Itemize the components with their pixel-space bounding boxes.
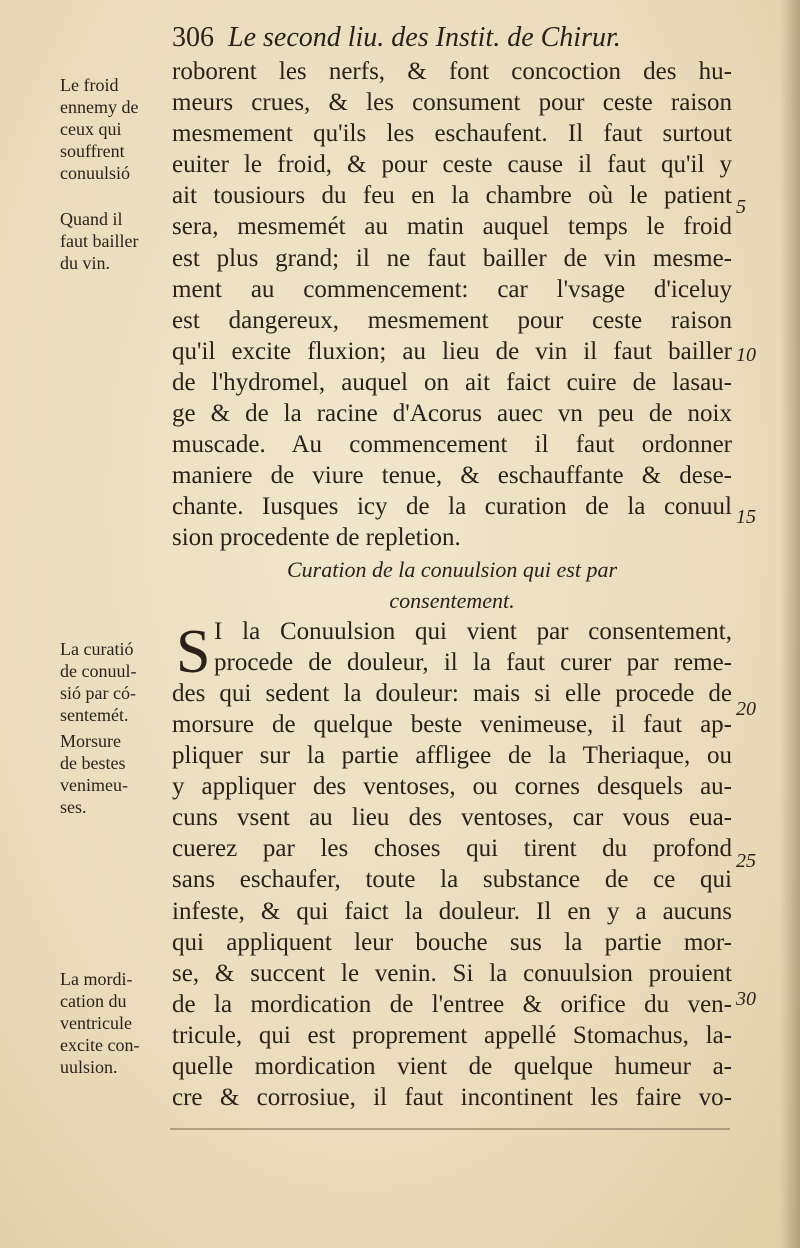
text-line: cuns vsent au lieu des ventoses, car vous eua- (172, 804, 732, 832)
page-number: 306 (172, 22, 214, 53)
marginal-note-vin (60, 208, 170, 274)
marginal-line: faut bailler (60, 231, 139, 251)
line-number-30: 30 (736, 988, 756, 1010)
text-line: sans eschaufer, toute la substance de ce qui (172, 866, 732, 894)
text-line: des qui sedent la douleur: mais si elle procede de (172, 679, 732, 707)
marginal-line: La mordi- (60, 969, 133, 989)
text-line: qu'il excite fluxion; au lieu de vin il faut bailler (172, 337, 732, 365)
marginal-note-froid (60, 74, 170, 184)
text-line: roborent les nerfs, & font concoction des hu- (172, 58, 732, 85)
text-line: de la mordication de l'entree & orifice du ven- (172, 990, 732, 1018)
text-line: infeste, & qui faict la douleur. Il en y a aucuns (172, 897, 732, 925)
bottom-rule (170, 1128, 730, 1130)
marginal-line: excite con- (60, 1035, 140, 1055)
marginal-line: ennemy de (60, 97, 139, 117)
line-number-5: 5 (736, 196, 746, 218)
section-opening (172, 616, 732, 686)
text-line: ait tousiours du feu en la chambre où le patient (172, 182, 732, 210)
text-line: procede de douleur, il la faut curer par reme- (214, 648, 732, 676)
line-number-10: 10 (736, 344, 756, 366)
line-number-25: 25 (736, 850, 756, 872)
marginal-line: ventricule (60, 1013, 132, 1033)
text-line: chante. Iusques icy de la curation de la conuul (172, 493, 732, 521)
text-line: tricule, qui est proprement appellé Stomachus, la- (172, 1021, 732, 1049)
marginal-line: cation du (60, 991, 127, 1011)
marginal-line: uulsion. (60, 1057, 118, 1077)
text-line: muscade. Au commencement il faut ordonner (172, 431, 732, 459)
section-title-line-2: consentement. (389, 587, 515, 613)
marginal-line: Quand il (60, 209, 123, 229)
marginal-note-curation (60, 638, 170, 726)
marginal-note-morsure (60, 730, 170, 818)
text-line: cuerez par les choses qui tirent du profond (172, 835, 732, 863)
marginal-line: ses. (60, 797, 87, 817)
marginal-line: sió par có- (60, 683, 136, 703)
text-line: cre & corrosiue, il faut incontinent les faire vo- (172, 1084, 732, 1112)
text-line: maniere de viure tenue, & eschauffante & dese- (172, 462, 732, 490)
main-text-block (172, 56, 732, 1113)
marginal-line: Morsure (60, 731, 121, 751)
page-edge-shadow (780, 0, 800, 1248)
text-line: quelle mordication vient de quelque humeur a- (172, 1053, 732, 1080)
marginal-line: de bestes (60, 753, 126, 773)
drop-capital: S (176, 617, 211, 686)
text-line: se, & succent le venin. Si la conuulsion prouient (172, 959, 732, 987)
marginal-line: La curatió (60, 639, 134, 659)
text-line: est dangereux, mesmement pour ceste raison (172, 306, 732, 334)
line-number-15: 15 (736, 506, 756, 528)
marginal-line: ceux qui (60, 119, 122, 139)
text-line: de l'hydromel, auquel on ait faict cuire de lasau- (172, 368, 732, 396)
text-line: I la Conuulsion qui vient par consentement, (214, 617, 732, 645)
text-line: sion procedente de repletion. (172, 524, 461, 552)
running-header (172, 22, 732, 58)
marginal-line: conuulsió (60, 163, 130, 183)
marginal-line: de conuul- (60, 661, 137, 681)
text-line: sera, mesmemét au matin auquel temps le froid (172, 213, 732, 241)
marginal-line: Le froid (60, 75, 119, 95)
text-line: meurs crues, & les consument pour ceste raison (172, 89, 732, 117)
text-line: morsure de quelque beste venimeuse, il faut ap- (172, 710, 732, 738)
text-line: pliquer sur la partie affligee de la Theriaque, ou (172, 742, 732, 770)
line-number-20: 20 (736, 698, 756, 720)
text-line: euiter le froid, & pour ceste cause il faut qu'il y (172, 151, 732, 179)
text-line: qui appliquent leur bouche sus la partie mor- (172, 928, 732, 956)
text-line: mesmement qu'ils les eschaufent. Il faut surtout (172, 120, 732, 148)
marginal-line: venimeu- (60, 775, 128, 795)
marginal-line: sentemét. (60, 705, 129, 725)
section-title-line-1: Curation de la conuulsion qui est par (287, 556, 617, 582)
text-line: ge & de la racine d'Acorus auec vn peu de noix (172, 400, 732, 428)
text-line: est plus grand; il ne faut bailler de vin mesme- (172, 244, 732, 272)
marginal-note-mordication (60, 968, 170, 1078)
text-line: ment au commencement: car l'vsage d'iceluy (172, 275, 732, 303)
marginal-line: souffrent (60, 141, 125, 161)
marginal-line: du vin. (60, 253, 111, 273)
text-line: y appliquer des ventoses, ou cornes desquels au- (172, 773, 732, 801)
running-title: Le second liu. des Instit. de Chirur. (228, 22, 621, 53)
